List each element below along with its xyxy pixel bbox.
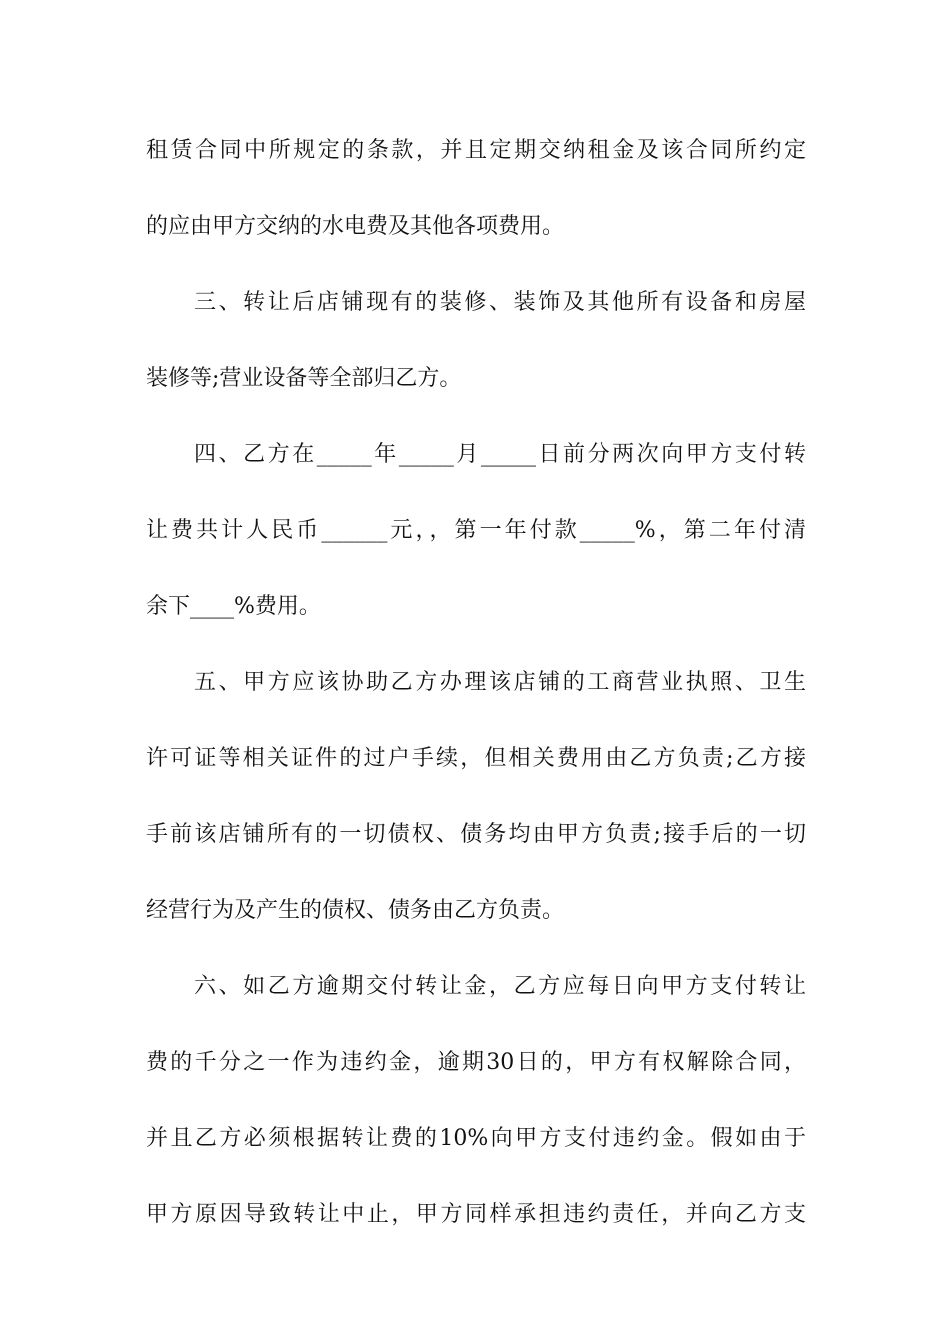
text-line-14: 并且乙方必须根据转让费的10%向甲方支付违约金。假如由于: [146, 1126, 806, 1151]
text-line-5: 四、乙方在_____年_____月_____日前分两次向甲方支付转: [194, 442, 806, 467]
text-line-8: 五、甲方应该协助乙方办理该店铺的工商营业执照、卫生: [194, 670, 806, 695]
text-line-7: 余下____%费用。: [146, 594, 321, 619]
text-line-3: 三、转让后店铺现有的装修、装饰及其他所有设备和房屋: [194, 290, 806, 315]
text-line-6: 让费共计人民币______元，，第一年付款_____%，第二年付清: [146, 518, 806, 543]
text-line-13: 费的千分之一作为违约金，逾期30日的，甲方有权解除合同，: [146, 1050, 806, 1075]
text-line-1: 租赁合同中所规定的条款，并且定期交纳租金及该合同所约定: [146, 138, 806, 163]
text-line-9: 许可证等相关证件的过户手续，但相关费用由乙方负责;乙方接: [146, 746, 806, 771]
text-line-15: 甲方原因导致转让中止，甲方同样承担违约责任，并向乙方支: [146, 1202, 806, 1227]
text-line-12: 六、如乙方逾期交付转让金，乙方应每日向甲方支付转让: [194, 974, 806, 999]
text-line-2: 的应由甲方交纳的水电费及其他各项费用。: [146, 214, 565, 239]
text-line-4: 装修等;营业设备等全部归乙方。: [146, 366, 462, 391]
text-line-10: 手前该店铺所有的一切债权、债务均由甲方负责;接手后的一切: [146, 822, 806, 847]
text-line-11: 经营行为及产生的债权、债务由乙方负责。: [146, 898, 565, 923]
